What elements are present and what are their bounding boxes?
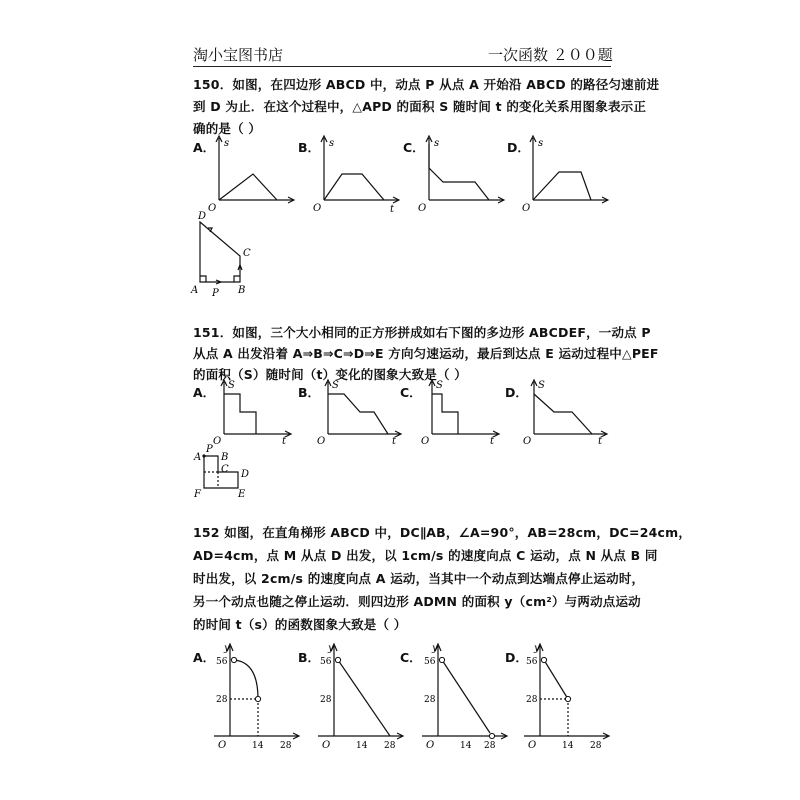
q150-label-c: C <box>243 248 251 259</box>
q152-line-2: AD=4cm，点 M 从点 D 出发，以 1cm/s 的速度向点 C 运动，点 N 从点 B 同 <box>193 548 658 563</box>
q152-option-c-label[interactable]: C． <box>400 650 422 665</box>
q150-d-y-label: s <box>538 138 544 149</box>
q152-a-origin: O <box>218 740 227 751</box>
q151-label-d: D <box>241 469 250 480</box>
q150-line-2: 到 D 为止．在这个过程中，△APD 的面积 S 随时间 t 的变化关系用图象表示正 <box>193 99 647 114</box>
q151-label-a: A <box>194 452 202 463</box>
q150-quadrilateral-figure <box>188 208 258 300</box>
q150-b-y-label: s <box>329 138 335 149</box>
q150-graph-b[interactable] <box>310 132 400 214</box>
q152-a-tick-x28: 28 <box>280 741 292 751</box>
q152-line-4: 另一个动点也随之停止运动．则四边形 ADMN 的面积 y（cm²）与两动点运动 <box>193 594 641 609</box>
q151-c-origin: O <box>421 436 430 447</box>
q150-label-d: D <box>198 211 207 222</box>
q152-graph-a[interactable] <box>210 640 302 752</box>
q151-a-y-label: S <box>228 380 235 391</box>
q151-d-x-label: t <box>598 436 603 447</box>
q150-line-1: 150．如图，在四边形 ABCD 中，动点 P 从点 A 开始沿 ABCD 的路径匀速前进 <box>193 77 660 92</box>
q151-label-p: P <box>206 444 213 455</box>
q151-graph-d[interactable] <box>520 376 610 448</box>
q151-line-1: 151．如图，三个大小相同的正方形拼成如右下图的多边形 ABCDEF，一动点 P <box>193 325 651 340</box>
q151-graph-a[interactable] <box>210 376 294 448</box>
q150-graph-d[interactable] <box>519 132 609 214</box>
q152-a-y-label: y <box>224 643 230 654</box>
q150-option-d-label[interactable]: D． <box>507 140 530 155</box>
q151-c-x-label: t <box>490 436 495 447</box>
q151-graph-c[interactable] <box>418 376 502 448</box>
q150-label-b: B <box>238 285 246 296</box>
q150-c-origin: O <box>418 203 427 214</box>
q152-a-tick-56: 56 <box>216 657 228 667</box>
q152-line-1: 152 如图，在直角梯形 ABCD 中，DC∥AB，∠A=90°，AB=28cm，DC=24cm， <box>193 525 692 540</box>
q151-b-x-label: t <box>392 436 397 447</box>
q152-a-tick-28: 28 <box>216 695 228 705</box>
q152-c-tick-x28: 28 <box>484 741 496 751</box>
q152-b-tick-x28: 28 <box>384 741 396 751</box>
q150-a-y-label: s <box>224 138 230 149</box>
q152-d-tick-x28: 28 <box>590 741 602 751</box>
q151-b-origin: O <box>317 436 326 447</box>
q152-graph-d[interactable] <box>520 640 612 752</box>
q152-c-tick-28: 28 <box>424 695 436 705</box>
q152-d-y-label: y <box>534 643 540 654</box>
q152-line-5: 的时间 t（s）的函数图象大致是（ ） <box>193 617 407 632</box>
q151-option-c-label[interactable]: C． <box>400 385 422 400</box>
q151-b-y-label: S <box>332 380 339 391</box>
q152-b-origin: O <box>322 740 331 751</box>
q150-graph-a[interactable] <box>205 132 295 214</box>
q150-a-origin: O <box>208 203 217 214</box>
q150-option-c-label[interactable]: C． <box>403 140 425 155</box>
q152-graph-c[interactable] <box>418 640 510 752</box>
q150-b-origin: O <box>313 203 322 214</box>
q152-b-tick-56: 56 <box>320 657 332 667</box>
q151-label-f: F <box>194 489 201 500</box>
q151-option-d-label[interactable]: D． <box>505 385 528 400</box>
q152-a-tick-x14: 14 <box>252 741 264 751</box>
header-title: 一次函数 ２００题 <box>488 46 613 64</box>
q151-d-y-label: S <box>538 380 545 391</box>
q152-d-tick-x14: 14 <box>562 741 574 751</box>
header-rule <box>193 66 611 67</box>
q152-b-y-label: y <box>328 643 334 654</box>
q151-option-a-label[interactable]: A． <box>193 385 216 400</box>
q151-line-2: 从点 A 出发沿着 A⇒B⇒C⇒D⇒E 方向匀速运动，最后到达点 E 运动过程中△PEF <box>193 346 659 361</box>
q150-option-a-label[interactable]: A． <box>193 140 216 155</box>
q151-d-origin: O <box>523 436 532 447</box>
q152-graph-b[interactable] <box>314 640 406 752</box>
q151-c-y-label: S <box>436 380 443 391</box>
q150-line-3: 确的是（ ） <box>193 121 262 136</box>
q150-graph-c[interactable] <box>415 132 505 214</box>
q151-polygon-figure <box>188 444 258 500</box>
q152-c-y-label: y <box>432 643 438 654</box>
q150-label-p: P <box>212 288 219 299</box>
q152-option-b-label[interactable]: B． <box>298 650 321 665</box>
q152-option-d-label[interactable]: D． <box>505 650 528 665</box>
q152-d-tick-56: 56 <box>526 657 538 667</box>
q152-c-tick-56: 56 <box>424 657 436 667</box>
q151-label-e: E <box>238 489 246 500</box>
q152-c-tick-x14: 14 <box>460 741 472 751</box>
q150-c-y-label: s <box>434 138 440 149</box>
q152-c-origin: O <box>426 740 435 751</box>
q152-d-origin: O <box>528 740 537 751</box>
q152-b-tick-28: 28 <box>320 695 332 705</box>
q150-b-x-label: t <box>390 204 395 214</box>
q151-option-b-label[interactable]: B． <box>298 385 321 400</box>
q152-option-a-label[interactable]: A． <box>193 650 216 665</box>
q151-label-b: B <box>221 452 229 463</box>
q151-label-c: C <box>221 464 229 475</box>
q150-d-origin: O <box>522 203 531 214</box>
q150-label-a: A <box>191 285 199 296</box>
header-store-name: 淘小宝图书店 <box>193 46 284 64</box>
q152-line-3: 时出发，以 2cm/s 的速度向点 A 运动，当其中一个动点到达端点停止运动时， <box>193 571 645 586</box>
q151-a-origin: O <box>213 436 222 447</box>
q151-graph-b[interactable] <box>314 376 404 448</box>
q151-a-x-label: t <box>282 436 287 447</box>
q150-option-b-label[interactable]: B． <box>298 140 321 155</box>
q151-line-3: 的面积（S）随时间（t）变化的图象大致是（ ） <box>193 367 467 382</box>
q152-b-tick-x14: 14 <box>356 741 368 751</box>
q152-d-tick-28: 28 <box>526 695 538 705</box>
